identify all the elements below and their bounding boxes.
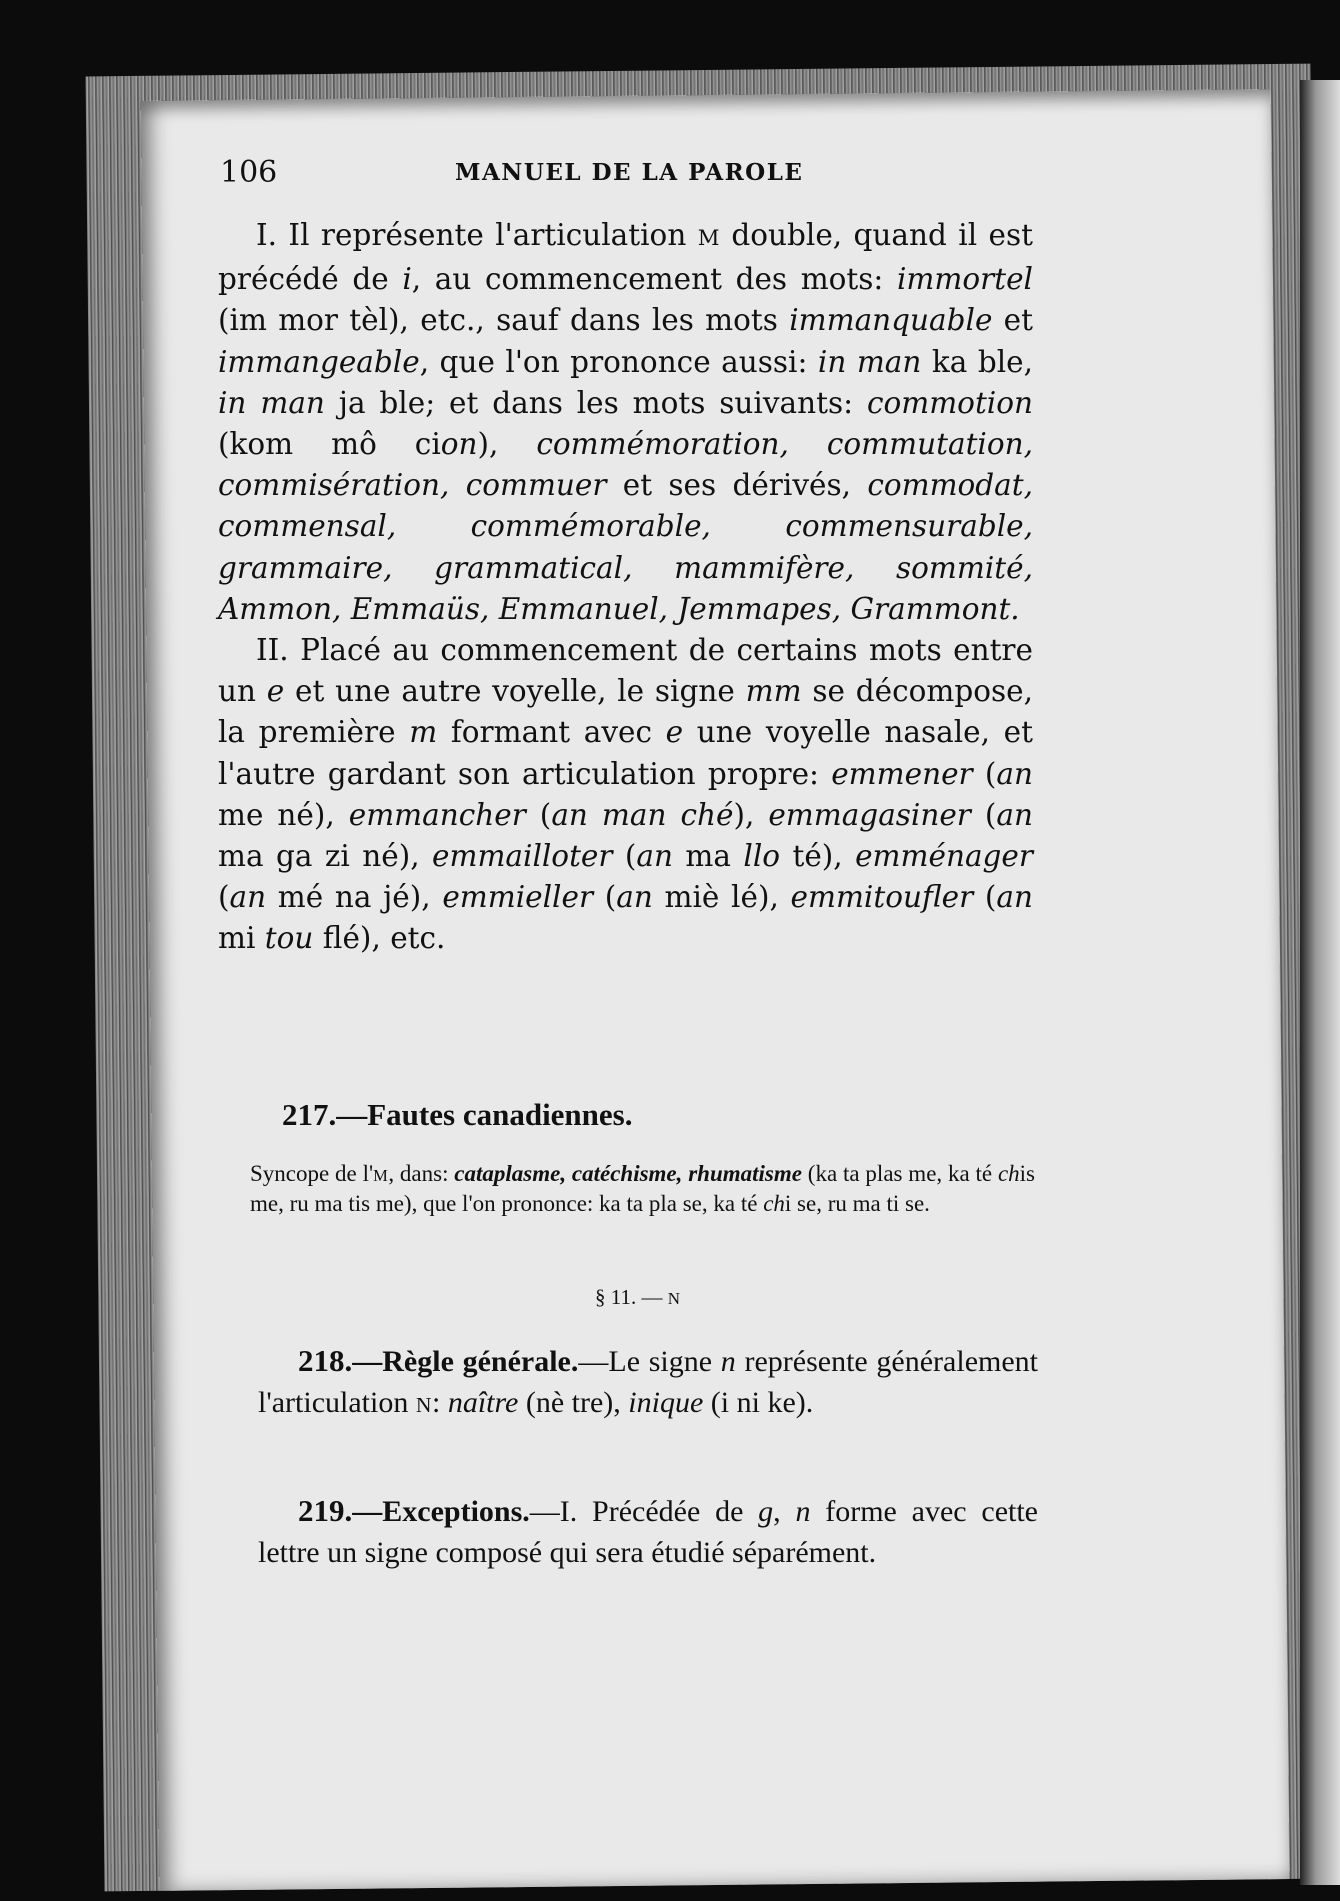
section-mark: § 11. — N [595, 1285, 681, 1309]
page-header [220, 155, 920, 195]
paragraph-218: 218.—Règle générale.—Le signe n représente généralement l'articulation N: naître (nè tre), inique (i ni ke). [258, 1343, 1039, 1419]
body-text [218, 215, 1033, 960]
paragraph-217: Syncope de l'M, dans: cataplasme, catéchisme, rhumatisme (ka ta plas me, ka té chis me, ru ma tis me), que l'on prononce: ka ta pla se, ka té chi se, ru ma ti se. [250, 1161, 1035, 1216]
paragraph-219: 219.—Exceptions.—I. Précédée de g, n forme avec cette lettre un signe composé qui sera étudié séparément. [258, 1493, 1038, 1569]
heading-217: 217.—Fautes canadiennes. [282, 1097, 633, 1132]
paragraph-2: II. Placé au commencement de certains mots entre un e et une autre voyelle, le signe mm se décompose, la première m formant avec e une voyelle nasale, et l'autre gardant son articulation propre: emmener (an me né), emmancher (an man ché), emmagasiner (an ma ga zi né), emmailloter (an ma llo té), emménager (an mé na jé), emmieller (an miè lé), emmitoufler (an mi tou flé), etc. [218, 633, 1034, 956]
page-number: 106 [220, 155, 278, 190]
running-title: MANUEL DE LA PAROLE [455, 159, 804, 186]
paragraph-1: I. Il représente l'articulation M double, quand il est précédé de i, au commencement des mots: immortel (im mor tèl), etc., sauf dans les mots immanquable et immangeable, que l'on prononce aussi: in man ka ble, in man ja ble; et dans les mots suivants: commotion (kom mô cion), commémoration, commutation, commisération, commuer et ses dérivés, commodat, commensal, commémorable, commensurable, grammaire, grammatical, mammifère, sommité, Ammon, Emmaüs, Emmanuel, Jemmapes, Grammont. [218, 218, 1034, 626]
facing-page-edge [1300, 80, 1340, 1885]
